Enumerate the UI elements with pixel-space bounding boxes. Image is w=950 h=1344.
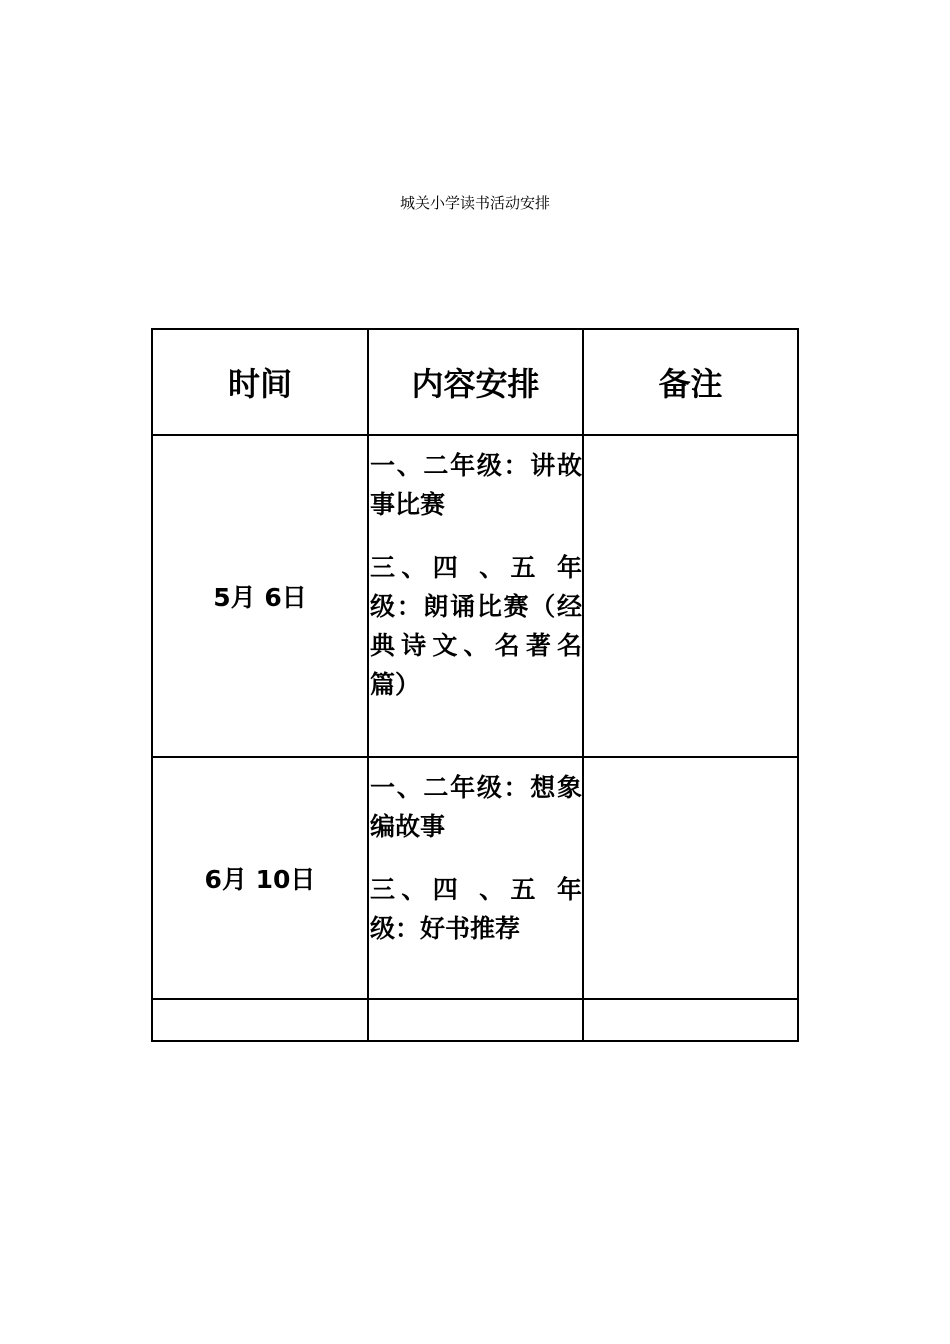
content-cell <box>368 757 583 999</box>
note-cell <box>583 999 798 1041</box>
content-cell <box>368 999 583 1041</box>
header-time: 时间 <box>152 329 368 435</box>
header-notes: 备注 <box>583 329 798 435</box>
date-cell: 5月 6日 <box>152 435 368 757</box>
table-header-row <box>152 329 798 435</box>
content-item: 三、四 、五 年级：好书推荐 <box>370 875 582 943</box>
note-cell <box>583 757 798 999</box>
content-item: 三、四 、五 年级：朗诵比赛（经典诗文、名著名篇） <box>370 553 582 699</box>
table-row <box>152 757 798 999</box>
activity-schedule-table <box>151 328 799 1042</box>
header-content: 内容安排 <box>368 329 583 435</box>
content-cell <box>368 435 583 757</box>
document-title: 城关小学读书活动安排 <box>399 194 550 212</box>
date-cell <box>152 999 368 1041</box>
date-cell: 6月 10日 <box>152 757 368 999</box>
table-row-empty <box>152 999 798 1041</box>
table-row <box>152 435 798 757</box>
content-item: 一、二年级：讲故事比赛 <box>370 451 582 519</box>
content-item: 一、二年级：想象编故事 <box>370 773 582 841</box>
note-cell <box>583 435 798 757</box>
